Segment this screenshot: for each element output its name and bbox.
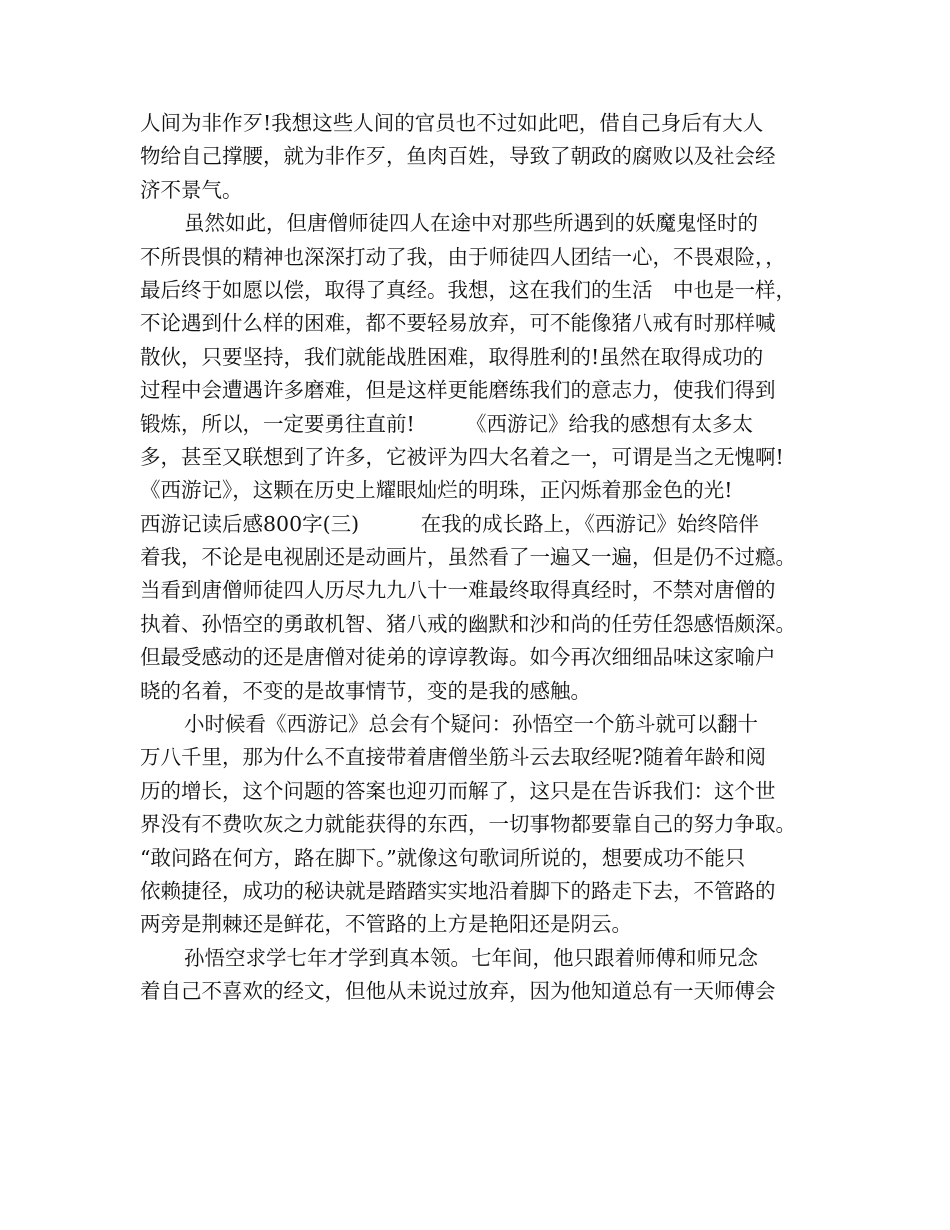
text-line: 但最受感动的还是唐僧对徒弟的谆谆教诲。如今再次细细品味这家喻户: [140, 645, 776, 670]
text-line: 晓的名着，不变的是故事情节，变的是我的感触。: [140, 678, 591, 703]
text-line: 济不景气。: [140, 177, 243, 202]
text-line: 散伙，只要坚持，我们就能战胜困难，取得胜利的!虽然在取得成功的: [140, 344, 764, 369]
paragraph: [140, 942, 830, 1009]
text-line: 着自己不喜欢的经文，但他从未说过放弃，因为他知道总有一天师傅会: [140, 979, 776, 1004]
text-line: 虽然如此，但唐僧师徒四人在途中对那些所遇到的妖魔鬼怪时的: [184, 211, 758, 236]
text-line: 《西游记》，这颗在历史上耀眼灿烂的明珠，正闪烁着那金色的光!: [140, 478, 733, 503]
text-line: 不所畏惧的精神也深深打动了我，由于师徒四人团结一心，不畏艰险，，: [140, 244, 786, 269]
text-line: 不论遇到什么样的困难，都不要轻易放弃，可不能像猪八戒有时那样喊: [140, 311, 776, 336]
text-line: 过程中会遭遇许多磨难，但是这样更能磨练我们的意志力，使我们得到: [140, 378, 776, 403]
text-line: 依赖捷径，成功的秘诀就是踏踏实实地沿着脚下的路走下去，不管路的: [140, 878, 776, 903]
text-line: 历的增长，这个问题的答案也迎刃而解了，这只是在告诉我们：这个世: [140, 778, 776, 803]
text-line: 多，甚至又联想到了许多，它被评为四大名着之一，可谓是当之无愧啊!: [140, 444, 784, 469]
text-line: 锻炼，所以，一定要勇往直前! 《西游记》给我的感想有太多太: [140, 411, 753, 436]
text-line: 最后终于如愿以偿，取得了真经。我想，这在我们的生活 中也是一样，: [140, 277, 796, 302]
text-line: 物给自己撑腰，就为非作歹，鱼肉百姓，导致了朝政的腐败以及社会经: [140, 144, 776, 169]
text-line: 界没有不费吹灰之力就能获得的东西，一切事物都要靠自己的努力争取。: [140, 812, 796, 837]
text-line: 西游记读后感800字(三) 在我的成长路上，《西游记》始终陪伴: [140, 511, 759, 536]
body-text: [140, 107, 830, 1009]
text-line: 万八千里，那为什么不直接带着唐僧坐筋斗云去取经呢?随着年龄和阅: [140, 745, 766, 770]
paragraph: [140, 107, 830, 207]
text-line: “敢问路在何方，路在脚下。”就像这句歌词所说的，想要成功不能只: [140, 845, 746, 870]
paragraph: [140, 708, 830, 942]
text-line: 人间为非作歹!我想这些人间的官员也不过如此吧，借自己身后有大人: [140, 111, 764, 135]
text-line: 小时候看《西游记》总会有个疑问：孙悟空一个筋斗就可以翻十: [184, 712, 758, 737]
text-line: 两旁是荆棘还是鲜花，不管路的上方是艳阳还是阴云。: [140, 912, 632, 937]
text-line: 孙悟空求学七年才学到真本领。七年间，他只跟着师傅和师兄念: [184, 945, 758, 970]
paragraph: [140, 207, 830, 708]
text-line: 执着、孙悟空的勇敢机智、猪八戒的幽默和沙和尚的任劳任怨感悟颇深。: [140, 611, 796, 636]
text-line: 着我，不论是电视剧还是动画片，虽然看了一遍又一遍，但是仍不过瘾。: [140, 545, 796, 570]
text-line: 当看到唐僧师徒四人历尽九九八十一难最终取得真经时，不禁对唐僧的: [140, 578, 776, 603]
